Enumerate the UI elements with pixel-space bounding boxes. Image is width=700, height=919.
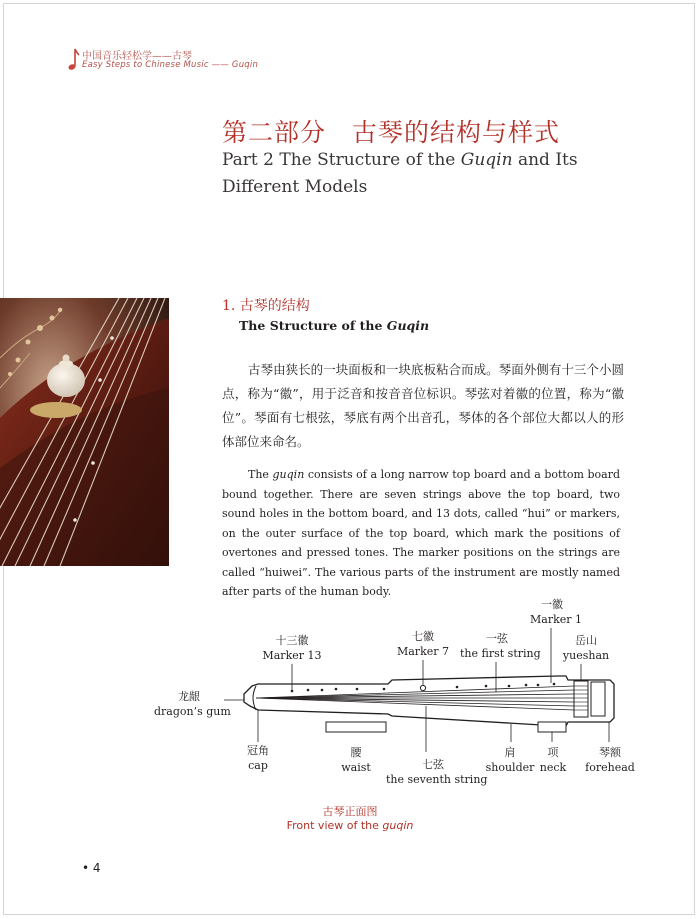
label-waist-cn: 腰 [350, 746, 362, 759]
part-title-en [222, 147, 642, 201]
paragraph-en-a: The [248, 468, 273, 481]
label-marker1-en: Marker 1 [530, 613, 583, 626]
part-title-en-suffix: and Its Different Models [222, 150, 578, 197]
label-marker13-cn: 十三徽 [275, 634, 309, 647]
figure-caption-en-prefix: Front view of the [286, 819, 383, 832]
label-waist [336, 745, 376, 775]
label-shoulder [484, 745, 536, 775]
label-first-string [460, 631, 541, 661]
label-cap-en: cap [248, 759, 268, 772]
music-note-icon [68, 46, 80, 72]
label-marker7-en: Marker 7 [396, 645, 449, 658]
label-cap [238, 743, 278, 773]
label-yueshan-cn: 岳山 [575, 634, 597, 647]
label-waist-en: waist [341, 761, 371, 774]
label-forehead [582, 745, 638, 775]
label-shoulder-en: shoulder [485, 761, 535, 774]
label-dragons-gum [154, 689, 231, 719]
header-title-cn: 中国音乐轻松学——古琴 [82, 51, 192, 62]
label-marker1 [530, 597, 583, 627]
guqin-photo [0, 298, 169, 566]
figure-caption-en-italic: guqin [382, 819, 414, 832]
running-header [68, 44, 268, 76]
part-title-cn: 第二部分 古琴的结构与样式 [222, 118, 561, 147]
label-neck [534, 745, 572, 775]
label-dragons-gum-en: dragon’s gum [154, 705, 231, 718]
label-marker1-cn: 一徽 [541, 598, 563, 611]
label-first-string-cn: 一弦 [486, 632, 508, 645]
label-neck-cn: 项 [547, 746, 559, 759]
label-marker7-cn: 七徽 [412, 630, 434, 643]
paragraph-cn: 古琴由狭长的一块面板和一块底板粘合而成。琴面外侧有十三个小圆点，称为“徽”，用于泛音和按音音位标识。琴弦对着徽的位置，称为“徽位”。琴面有七根弦，琴底有两个出音孔，琴体的各个部位大都以人的形体部位来命名。 [222, 362, 624, 449]
label-cap-cn: 冠角 [247, 744, 269, 757]
label-seventh-string-cn: 七弦 [422, 758, 444, 771]
paragraph-en-italic: guqin [272, 468, 305, 481]
section-title-en-prefix: The Structure of the [239, 318, 387, 333]
label-yueshan-en: yueshan [562, 649, 610, 662]
figure-caption-en [0, 819, 700, 832]
header-title-en: Easy Steps to Chinese Music —— Guqin [82, 60, 259, 70]
section-title-en-italic: Guqin [386, 318, 430, 333]
section-title-cn: 1. 古琴的结构 [222, 298, 310, 314]
paragraph-en-b: consists of a long narrow top board and a bottom board bound together. There are seven strings above the top board, two sound holes in the bottom board, and 13 dots, called “hui” or markers, on the outer surface of the top board, which mark the positions of overtones and pressed tones. The marker positions on the strings are called “huiwei”. The various parts of the instrument are mostly named after parts of the human body. [222, 468, 620, 598]
part-title-en-italic: Guqin [460, 150, 513, 170]
label-neck-en: neck [539, 761, 567, 774]
part-title-en-prefix: Part 2 The Structure of the [222, 150, 461, 170]
section-title-en [239, 318, 429, 333]
label-marker13 [262, 633, 322, 663]
label-seventh-string [386, 757, 488, 787]
label-marker7 [396, 629, 450, 659]
label-forehead-cn: 琴额 [599, 746, 621, 759]
label-yueshan [562, 633, 610, 663]
label-forehead-en: forehead [585, 761, 635, 774]
paragraph-en [222, 465, 620, 602]
label-dragons-gum-cn: 龙龈 [178, 690, 200, 703]
label-shoulder-cn: 肩 [504, 746, 516, 759]
label-marker13-en: Marker 13 [262, 649, 322, 662]
page-number: • 4 [82, 861, 101, 875]
label-first-string-en: the first string [460, 647, 541, 660]
label-seventh-string-en: the seventh string [386, 773, 488, 786]
figure-caption-cn: 古琴正面图 [322, 805, 378, 818]
